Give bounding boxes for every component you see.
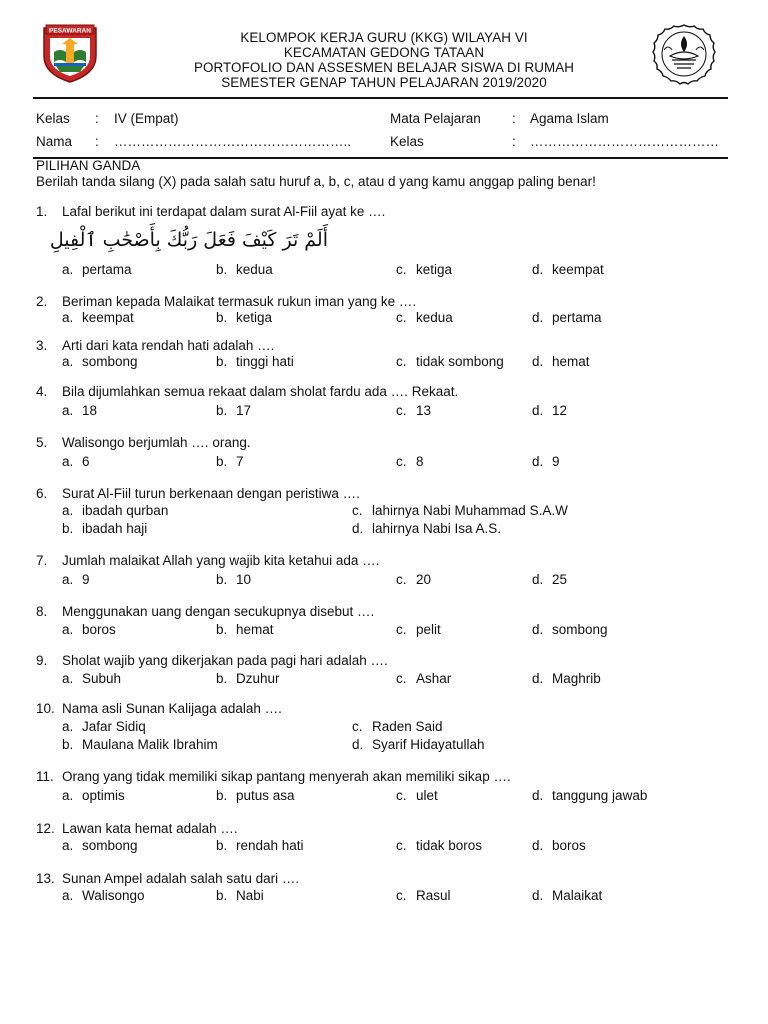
answer-option[interactable] [216, 403, 251, 418]
kelas2-blank[interactable]: …………………………………… [530, 134, 719, 149]
answer-option[interactable] [216, 262, 273, 277]
pesawaran-logo [40, 22, 100, 84]
answer-option[interactable] [396, 671, 451, 686]
option-text: Walisongo [82, 888, 145, 903]
option-letter: a. [62, 838, 74, 853]
option-text: 9 [82, 572, 90, 587]
answer-option[interactable] [62, 403, 97, 418]
option-text: Dzuhur [236, 671, 280, 686]
question-stem: Lafal berikut ini terdapat dalam surat Al-Fiil ayat ke …. [62, 204, 386, 219]
answer-option[interactable] [396, 262, 452, 277]
answer-option[interactable] [396, 838, 482, 853]
option-letter: d. [532, 354, 544, 369]
option-text: lahirnya Nabi Muhammad S.A.W [372, 503, 568, 518]
answer-option[interactable] [532, 403, 567, 418]
option-letter: a. [62, 262, 74, 277]
option-letter: b. [216, 354, 228, 369]
option-letter: d. [532, 622, 544, 637]
option-text: tanggung jawab [552, 788, 648, 803]
answer-option[interactable] [62, 838, 138, 853]
option-text: sombong [552, 622, 608, 637]
option-letter: b. [216, 622, 228, 637]
letterhead [120, 30, 648, 90]
option-letter: b. [216, 671, 228, 686]
answer-option[interactable] [532, 888, 602, 903]
answer-option[interactable] [216, 671, 280, 686]
option-letter: c. [396, 622, 407, 637]
kelas-label: Kelas [36, 111, 70, 126]
option-text: tidak sombong [416, 354, 504, 369]
option-letter: d. [532, 262, 544, 277]
option-text: ibadah haji [82, 521, 148, 536]
option-letter: c. [352, 503, 363, 518]
option-text: pertama [552, 310, 602, 325]
option-letter: c. [396, 572, 407, 587]
option-text: Rasul [416, 888, 451, 903]
option-text: optimis [82, 788, 125, 803]
answer-option[interactable] [62, 572, 90, 587]
question-stem: Walisongo berjumlah …. orang. [62, 435, 251, 450]
answer-option[interactable] [532, 788, 647, 803]
header-line-portofolio: PORTOFOLIO DAN ASSESMEN BELAJAR SISWA DI RUMAH [193, 60, 575, 75]
question-stem: Arti dari kata rendah hati adalah …. [62, 338, 275, 353]
option-text: keempat [552, 262, 604, 277]
question-number: 4. [36, 384, 48, 399]
answer-option[interactable] [532, 354, 590, 369]
option-text: tidak boros [416, 838, 483, 853]
option-letter: d. [532, 310, 544, 325]
option-text: Subuh [82, 671, 122, 686]
question-number: 2. [36, 294, 48, 309]
answer-option[interactable] [396, 354, 504, 369]
option-text: 8 [416, 454, 424, 469]
answer-option[interactable] [62, 788, 125, 803]
arabic-verse: أَلَمْ تَرَ كَيْفَ فَعَلَ رَبُّكَ بِأَصْحَٰبِ ٱلْفِيلِ [49, 229, 328, 251]
answer-option[interactable] [532, 454, 560, 469]
option-text: boros [82, 622, 116, 637]
option-letter: c. [396, 354, 407, 369]
option-text: 18 [82, 403, 98, 418]
answer-option[interactable] [532, 622, 608, 637]
question-stem: Jumlah malaikat Allah yang wajib kita ketahui ada …. [62, 553, 380, 568]
option-text: ketiga [416, 262, 453, 277]
option-letter: b. [216, 403, 228, 418]
option-letter: c. [396, 454, 407, 469]
option-text: sombong [82, 354, 138, 369]
question-stem: Orang yang tidak memiliki sikap pantang menyerah akan memiliki sikap …. [62, 769, 511, 784]
answer-option[interactable] [62, 354, 138, 369]
option-text: hemat [552, 354, 590, 369]
answer-option[interactable] [62, 737, 218, 752]
option-text: boros [552, 838, 586, 853]
option-letter: b. [216, 262, 228, 277]
option-text: kedua [236, 262, 273, 277]
option-letter: c. [396, 310, 407, 325]
question-number: 9. [36, 653, 48, 668]
answer-option[interactable] [532, 262, 604, 277]
option-letter: a. [62, 622, 74, 637]
option-letter: b. [216, 310, 228, 325]
question-stem: Bila dijumlahkan semua rekaat dalam sholat fardu ada …. Rekaat. [62, 384, 459, 399]
option-letter: a. [62, 310, 74, 325]
question-number: 1. [36, 204, 48, 219]
identity-row-1 [0, 111, 768, 129]
option-letter: d. [352, 521, 364, 536]
option-text: 6 [82, 454, 90, 469]
option-letter: a. [62, 572, 74, 587]
option-letter: d. [532, 838, 544, 853]
tut-wuri-handayani-logo [650, 22, 718, 88]
question-stem: Lawan kata hemat adalah …. [62, 821, 238, 836]
answer-option[interactable] [216, 888, 264, 903]
question-number: 12. [36, 821, 55, 836]
section-instruction: Berilah tanda silang (X) pada salah satu huruf a, b, c, atau d yang kamu anggap paling benar! [36, 174, 596, 189]
answer-option[interactable] [216, 454, 244, 469]
answer-option[interactable] [396, 622, 441, 637]
question-number: 6. [36, 486, 48, 501]
option-letter: a. [62, 354, 74, 369]
option-letter: d. [352, 737, 364, 752]
option-text: hemat [236, 622, 274, 637]
answer-option[interactable] [352, 737, 485, 752]
question-stem: Menggunakan uang dengan secukupnya disebut …. [62, 604, 375, 619]
option-letter: d. [532, 403, 544, 418]
question-number: 13. [36, 871, 55, 886]
answer-option[interactable] [216, 572, 251, 587]
question-number: 7. [36, 553, 48, 568]
answer-option[interactable] [62, 719, 146, 734]
answer-option[interactable] [62, 310, 134, 325]
option-letter: c. [396, 788, 407, 803]
option-text: kedua [416, 310, 453, 325]
option-text: ibadah qurban [82, 503, 169, 518]
option-text: rendah hati [236, 838, 304, 853]
option-text: Nabi [236, 888, 264, 903]
question-stem: Beriman kepada Malaikat termasuk rukun iman yang ke …. [62, 294, 417, 309]
option-text: lahirnya Nabi Isa A.S. [372, 521, 502, 536]
option-text: putus asa [236, 788, 295, 803]
answer-option[interactable] [396, 403, 431, 418]
option-letter: b. [62, 737, 74, 752]
option-letter: b. [216, 888, 228, 903]
option-letter: a. [62, 403, 74, 418]
option-text: Raden Said [372, 719, 443, 734]
option-letter: b. [216, 838, 228, 853]
question-stem: Sunan Ampel adalah salah satu dari …. [62, 871, 300, 886]
answer-option[interactable] [532, 671, 601, 686]
question-stem: Surat Al-Fiil turun berkenaan dengan peristiwa …. [62, 486, 360, 501]
option-letter: b. [216, 454, 228, 469]
option-letter: c. [396, 262, 407, 277]
answer-option[interactable] [352, 503, 568, 518]
question-number: 8. [36, 604, 48, 619]
option-letter: a. [62, 671, 74, 686]
option-letter: d. [532, 454, 544, 469]
header-divider [33, 97, 728, 99]
question-stem: Nama asli Sunan Kalijaga adalah …. [62, 701, 282, 716]
option-text: pelit [416, 622, 441, 637]
option-text: pertama [82, 262, 132, 277]
option-letter: c. [352, 719, 363, 734]
option-text: 25 [552, 572, 568, 587]
option-text: ulet [416, 788, 438, 803]
option-letter: a. [62, 888, 74, 903]
answer-option[interactable] [62, 622, 116, 637]
option-text: Maghrib [552, 671, 601, 686]
answer-option[interactable] [352, 719, 443, 734]
answer-option[interactable] [216, 310, 272, 325]
nama-separator: : [95, 134, 99, 149]
question-number: 3. [36, 338, 48, 353]
question-number: 11. [36, 769, 54, 784]
answer-option[interactable] [396, 888, 451, 903]
header-line-kecamatan: KECAMATAN GEDONG TATAAN [283, 45, 485, 60]
answer-option[interactable] [216, 354, 294, 369]
option-letter: a. [62, 503, 74, 518]
answer-option[interactable] [532, 838, 586, 853]
option-letter: c. [396, 403, 407, 418]
option-text: keempat [82, 310, 134, 325]
option-text: 12 [552, 403, 568, 418]
mata-pelajaran-label: Mata Pelajaran [390, 111, 481, 126]
answer-option[interactable] [62, 888, 145, 903]
option-text: Syarif Hidayatullah [372, 737, 485, 752]
option-letter: b. [62, 521, 74, 536]
kelas-value: IV (Empat) [114, 111, 179, 126]
nama-label: Nama [36, 134, 73, 149]
option-letter: a. [62, 719, 74, 734]
option-text: Malaikat [552, 888, 603, 903]
answer-option[interactable] [396, 572, 431, 587]
option-letter: c. [396, 838, 407, 853]
option-text: Jafar Sidiq [82, 719, 146, 734]
option-letter: a. [62, 454, 74, 469]
option-letter: d. [532, 888, 544, 903]
option-text: 10 [236, 572, 252, 587]
option-text: sombong [82, 838, 138, 853]
answer-option[interactable] [532, 310, 602, 325]
answer-option[interactable] [216, 622, 274, 637]
logo-banner-text: PESAWARAN [49, 27, 91, 35]
option-letter: c. [396, 888, 407, 903]
option-letter: d. [532, 788, 544, 803]
nama-blank[interactable]: …………………………………………….. [114, 134, 352, 149]
option-letter: d. [532, 671, 544, 686]
answer-option[interactable] [62, 503, 168, 518]
header-line-semester: SEMESTER GENAP TAHUN PELAJARAN 2019/2020 [221, 75, 547, 90]
kelas-separator: : [95, 111, 99, 126]
answer-option[interactable] [396, 310, 453, 325]
kelas2-label: Kelas [390, 134, 424, 149]
answer-option[interactable] [62, 454, 90, 469]
answer-option[interactable] [216, 788, 295, 803]
answer-option[interactable] [216, 838, 304, 853]
option-letter: c. [396, 671, 407, 686]
option-letter: d. [532, 572, 544, 587]
option-text: 7 [236, 454, 244, 469]
option-letter: a. [62, 788, 74, 803]
option-letter: b. [216, 788, 228, 803]
section-title: PILIHAN GANDA [36, 158, 141, 173]
mata-pelajaran-value: Agama Islam [530, 111, 609, 126]
kelas2-separator: : [512, 134, 516, 149]
option-text: 13 [416, 403, 432, 418]
option-text: Maulana Malik Ibrahim [82, 737, 218, 752]
header-line-kkg: KELOMPOK KERJA GURU (KKG) WILAYAH VI [240, 30, 528, 45]
option-text: ketiga [236, 310, 273, 325]
option-text: 20 [416, 572, 432, 587]
option-text: 17 [236, 403, 252, 418]
option-text: 9 [552, 454, 560, 469]
answer-option[interactable] [396, 788, 438, 803]
question-number: 10. [36, 701, 55, 716]
answer-option[interactable] [62, 671, 121, 686]
answer-option[interactable] [62, 262, 132, 277]
answer-option[interactable] [62, 521, 147, 536]
answer-option[interactable] [352, 521, 501, 536]
answer-option[interactable] [396, 454, 424, 469]
option-letter: b. [216, 572, 228, 587]
question-stem: Sholat wajib yang dikerjakan pada pagi hari adalah …. [62, 653, 388, 668]
mata-pelajaran-separator: : [512, 111, 516, 126]
identity-row-2 [0, 134, 768, 152]
answer-option[interactable] [532, 572, 567, 587]
option-text: tinggi hati [236, 354, 294, 369]
question-number: 5. [36, 435, 48, 450]
option-text: Ashar [416, 671, 452, 686]
